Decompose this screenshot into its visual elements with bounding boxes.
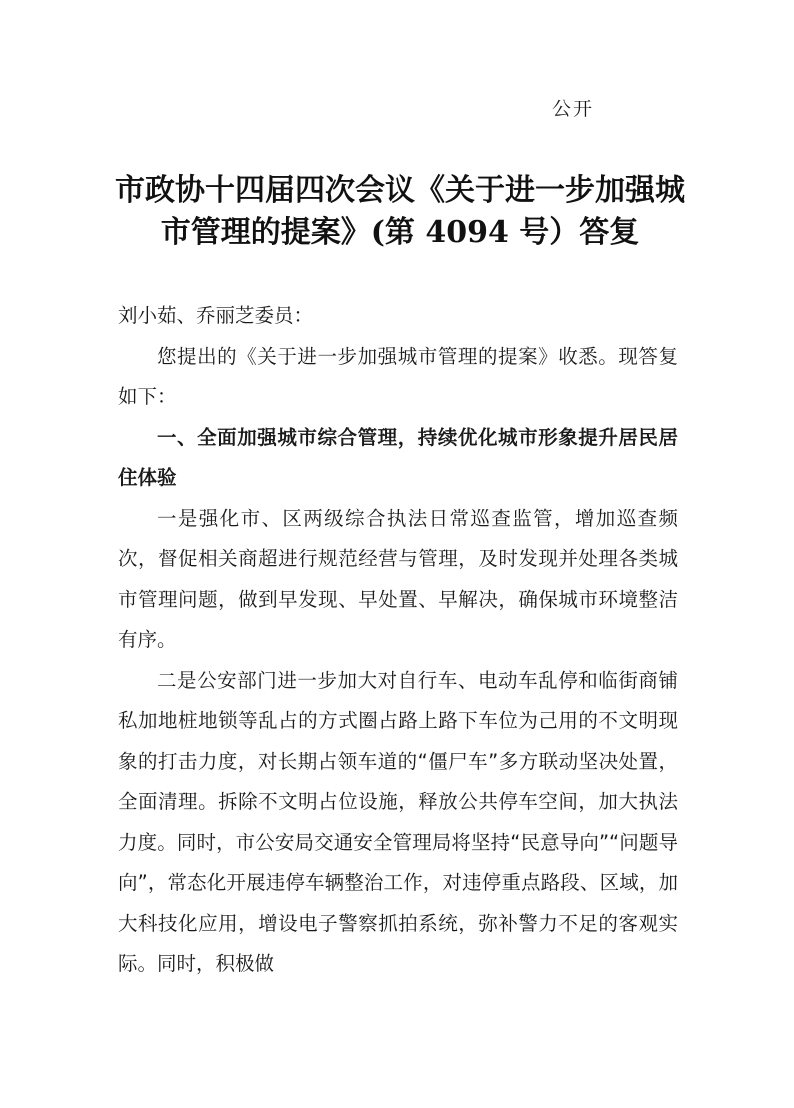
section-heading-1: 一、全面加强城市综合管理，持续优化城市形象提升居民居住体验 — [118, 425, 678, 489]
document-body — [118, 296, 678, 985]
paragraph-2: 二是公安部门进一步加大对自行车、电动车乱停和临街商铺私加地桩地锁等乱占的方式圈占路上路下车位为己用的不文明现象的打击力度，对长期占领车道的“僵尸车”多方联动坚决处置，全面清理。拆除不文明占位设施，释放公共停车空间，加大执法力度。同时，市公安局交通安全管理局将坚持“民意导向”“问题导向”，常态化开展违停车辆整治工作，对违停重点路段、区域，加大科技化应用，增设电子警察抓拍系统，弥补警力不足的客观实际。同时，积极做 — [118, 668, 678, 975]
title-line-1: 市政协十四届四次会议《关于进一步加强城 — [115, 173, 685, 208]
intro-paragraph: 您提出的《关于进一步加强城市管理的提案》收悉。现答复如下： — [118, 344, 678, 408]
document-title — [110, 170, 690, 254]
title-line-2: 市管理的提案》(第 4094 号）答复 — [160, 215, 640, 250]
disclosure-label: 公开 — [552, 98, 595, 120]
salutation: 刘小茹、乔丽芝委员： — [118, 304, 314, 327]
paragraph-1: 一是强化市、区两级综合执法日常巡查监管，增加巡查频次，督促相关商超进行规范经营与管理，及时发现并处理各类城市管理问题，做到早发现、早处置、早解决，确保城市环境整洁有序。 — [118, 506, 678, 651]
